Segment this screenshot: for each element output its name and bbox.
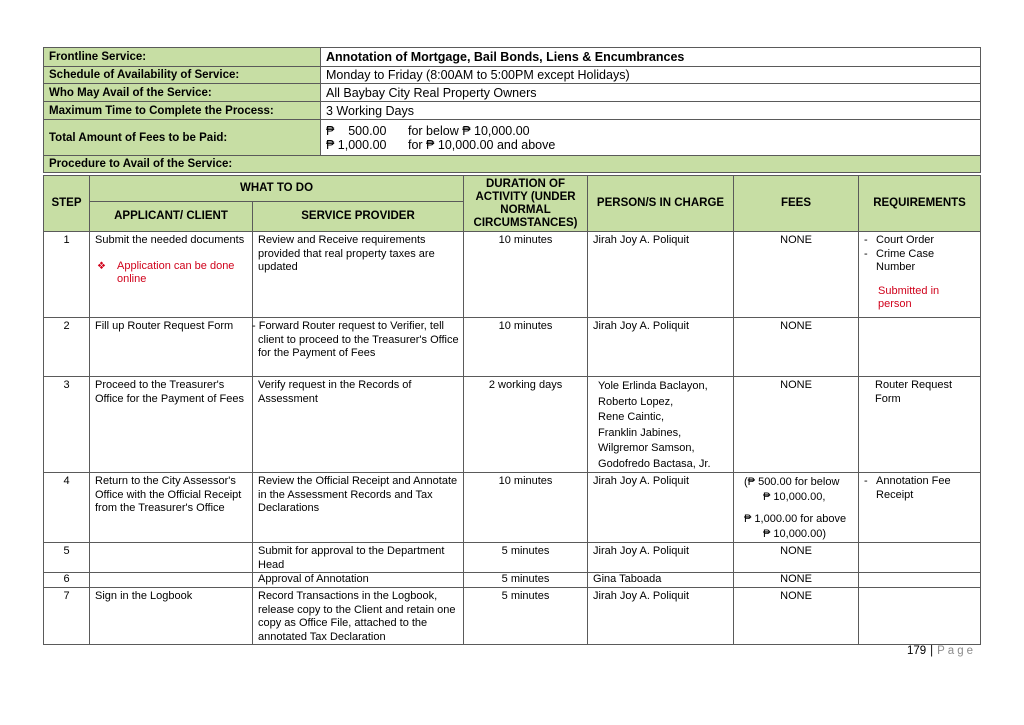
requirement-item: - Annotation Fee Receipt bbox=[864, 475, 975, 502]
person-name: Wilgremor Samson, bbox=[598, 442, 695, 454]
service-info-table bbox=[43, 47, 981, 173]
requirement-text: Crime Case Number bbox=[876, 247, 935, 273]
diamond-bullet-icon: ❖ bbox=[97, 260, 106, 272]
fee-line-2 bbox=[326, 138, 975, 152]
applicant-cell bbox=[90, 232, 253, 318]
person-text: Jirah Joy A. Poliquit bbox=[588, 543, 734, 573]
requirement-text: Router Request Form bbox=[859, 377, 981, 473]
info-row-max-time bbox=[44, 102, 981, 120]
person-text: Jirah Joy A. Poliquit bbox=[588, 318, 734, 377]
fee-1-amount: ₱ 500.00 bbox=[326, 123, 387, 138]
requirements-cell bbox=[859, 543, 981, 573]
fees-cell bbox=[734, 473, 859, 543]
step-number: 2 bbox=[44, 318, 90, 377]
info-row-who bbox=[44, 84, 981, 102]
table-row bbox=[44, 573, 981, 588]
header-requirements: REQUIREMENTS bbox=[859, 176, 981, 232]
step-number: 6 bbox=[44, 573, 90, 588]
fee-line-1 bbox=[326, 124, 975, 138]
duration-text: 10 minutes bbox=[464, 473, 588, 543]
person-name: Godofredo Bactasa, Jr. bbox=[598, 457, 711, 470]
fee-1-desc: for below ₱ 10,000.00 bbox=[408, 123, 530, 138]
info-row-frontline bbox=[44, 48, 981, 67]
provider-text: Verify request in the Records of Assessment bbox=[253, 377, 464, 473]
person-text: Jirah Joy A. Poliquit bbox=[588, 473, 734, 543]
fees-value bbox=[321, 120, 981, 156]
applicant-text: Submit the needed documents bbox=[95, 234, 245, 246]
page-footer bbox=[907, 645, 976, 657]
page-number: 179 bbox=[906, 645, 927, 657]
fees-text: NONE bbox=[734, 588, 859, 645]
requirements-cell bbox=[859, 232, 981, 318]
frontline-label: Frontline Service: bbox=[44, 48, 321, 67]
duration-text: 5 minutes bbox=[464, 543, 588, 573]
max-time-label: Maximum Time to Complete the Process: bbox=[44, 102, 321, 120]
table-row bbox=[44, 588, 981, 645]
person-name: Franklin Jabines, bbox=[598, 426, 682, 439]
info-row-schedule bbox=[44, 67, 981, 84]
requirements-cell bbox=[859, 318, 981, 377]
provider-text: Submit for approval to the Department Head bbox=[253, 543, 464, 573]
fees-text: NONE bbox=[734, 573, 859, 588]
who-value: All Baybay City Real Property Owners bbox=[321, 84, 981, 102]
fee-2-desc: for ₱ 10,000.00 and above bbox=[408, 137, 556, 152]
header-row-top bbox=[44, 176, 981, 202]
fees-text: NONE bbox=[734, 318, 859, 377]
requirement-item: - Court Order bbox=[864, 234, 935, 246]
step-number: 3 bbox=[44, 377, 90, 473]
header-step: STEP bbox=[44, 176, 90, 232]
requirement-text: Court Order bbox=[876, 234, 935, 246]
procedure-label: Procedure to Avail of the Service: bbox=[44, 156, 981, 173]
online-note-text: Application can be done online bbox=[117, 259, 235, 285]
table-row bbox=[44, 232, 981, 318]
page-word: Page bbox=[937, 645, 976, 657]
submitted-in-person-note: Submitted in person bbox=[878, 284, 940, 310]
info-row-procedure bbox=[44, 156, 981, 173]
duration-text: 10 minutes bbox=[464, 318, 588, 377]
applicant-text bbox=[90, 573, 253, 588]
header-provider: SERVICE PROVIDER bbox=[253, 202, 464, 232]
max-time-value: 3 Working Days bbox=[321, 102, 981, 120]
schedule-label: Schedule of Availability of Service: bbox=[44, 67, 321, 84]
fees-text: NONE bbox=[734, 543, 859, 573]
applicant-text: Proceed to the Treasurer's Office for the Payment of Fees bbox=[90, 377, 253, 473]
applicant-text: Return to the City Assessor's Office with the Official Receipt from the Treasurer's Office bbox=[90, 473, 253, 543]
step-number: 1 bbox=[44, 232, 90, 318]
fee-range-1: (₱ 500.00 for below bbox=[744, 476, 840, 488]
online-note bbox=[97, 260, 247, 287]
persons-cell bbox=[588, 377, 734, 473]
frontline-value: Annotation of Mortgage, Bail Bonds, Liens & Encumbrances bbox=[321, 48, 981, 67]
info-row-fees bbox=[44, 120, 981, 156]
page-separator: | bbox=[930, 645, 934, 657]
applicant-text bbox=[90, 543, 253, 573]
step-number: 4 bbox=[44, 473, 90, 543]
header-duration: DURATION OF ACTIVITY (UNDER NORMAL CIRCUMSTANCES) bbox=[464, 176, 588, 232]
requirements-cell bbox=[859, 588, 981, 645]
step-number: 7 bbox=[44, 588, 90, 645]
table-row bbox=[44, 377, 981, 473]
provider-text: Review the Official Receipt and Annotate in the Assessment Records and Tax Declarations bbox=[253, 473, 464, 543]
provider-text: Approval of Annotation bbox=[253, 573, 464, 588]
who-label: Who May Avail of the Service: bbox=[44, 84, 321, 102]
person-name: Roberto Lopez, bbox=[598, 395, 674, 408]
table-row bbox=[44, 318, 981, 377]
table-row bbox=[44, 543, 981, 573]
requirement-text: Annotation Fee Receipt bbox=[876, 475, 951, 501]
header-applicant: APPLICANT/ CLIENT bbox=[90, 202, 253, 232]
fees-text: NONE bbox=[734, 377, 859, 473]
duration-text: 10 minutes bbox=[464, 232, 588, 318]
fee-range-2: ₱ 1,000.00 for above bbox=[744, 513, 847, 525]
fees-text: NONE bbox=[734, 232, 859, 318]
requirement-item: - Crime Case Number bbox=[864, 248, 975, 275]
provider-text: Review and Receive requirements provided that real property taxes are updated bbox=[253, 232, 464, 318]
fee-range-1-threshold: ₱ 10,000.00, bbox=[763, 490, 826, 503]
fee-range-2-threshold: ₱ 10,000.00) bbox=[763, 527, 827, 540]
duration-text: 5 minutes bbox=[464, 588, 588, 645]
applicant-text: Sign in the Logbook bbox=[90, 588, 253, 645]
duration-text: 5 minutes bbox=[464, 573, 588, 588]
table-row bbox=[44, 473, 981, 543]
person-text: Jirah Joy A. Poliquit bbox=[588, 588, 734, 645]
header-what-to-do: WHAT TO DO bbox=[90, 176, 464, 202]
header-persons: PERSON/S IN CHARGE bbox=[588, 176, 734, 232]
procedure-table bbox=[43, 175, 981, 645]
applicant-text: Fill up Router Request Form bbox=[90, 318, 253, 377]
duration-text: 2 working days bbox=[464, 377, 588, 473]
person-name: Yole Erlinda Baclayon, bbox=[598, 380, 708, 392]
requirements-cell bbox=[859, 573, 981, 588]
provider-text: - Forward Router request to Verifier, tell client to proceed to the Treasurer's Office for the Payment of Fees bbox=[253, 318, 464, 377]
fees-label: Total Amount of Fees to be Paid: bbox=[44, 120, 321, 156]
person-text: Gina Taboada bbox=[588, 573, 734, 588]
header-fees: FEES bbox=[734, 176, 859, 232]
schedule-value: Monday to Friday (8:00AM to 5:00PM except Holidays) bbox=[321, 67, 981, 84]
person-text: Jirah Joy A. Poliquit bbox=[588, 232, 734, 318]
provider-text: Record Transactions in the Logbook, release copy to the Client and retain one copy as Office File, attached to the annotated Tax Declaration bbox=[253, 588, 464, 645]
requirements-cell bbox=[859, 473, 981, 543]
person-name: Rene Caintic, bbox=[598, 411, 665, 423]
fee-2-amount: ₱ 1,000.00 bbox=[326, 137, 387, 152]
step-number: 5 bbox=[44, 543, 90, 573]
